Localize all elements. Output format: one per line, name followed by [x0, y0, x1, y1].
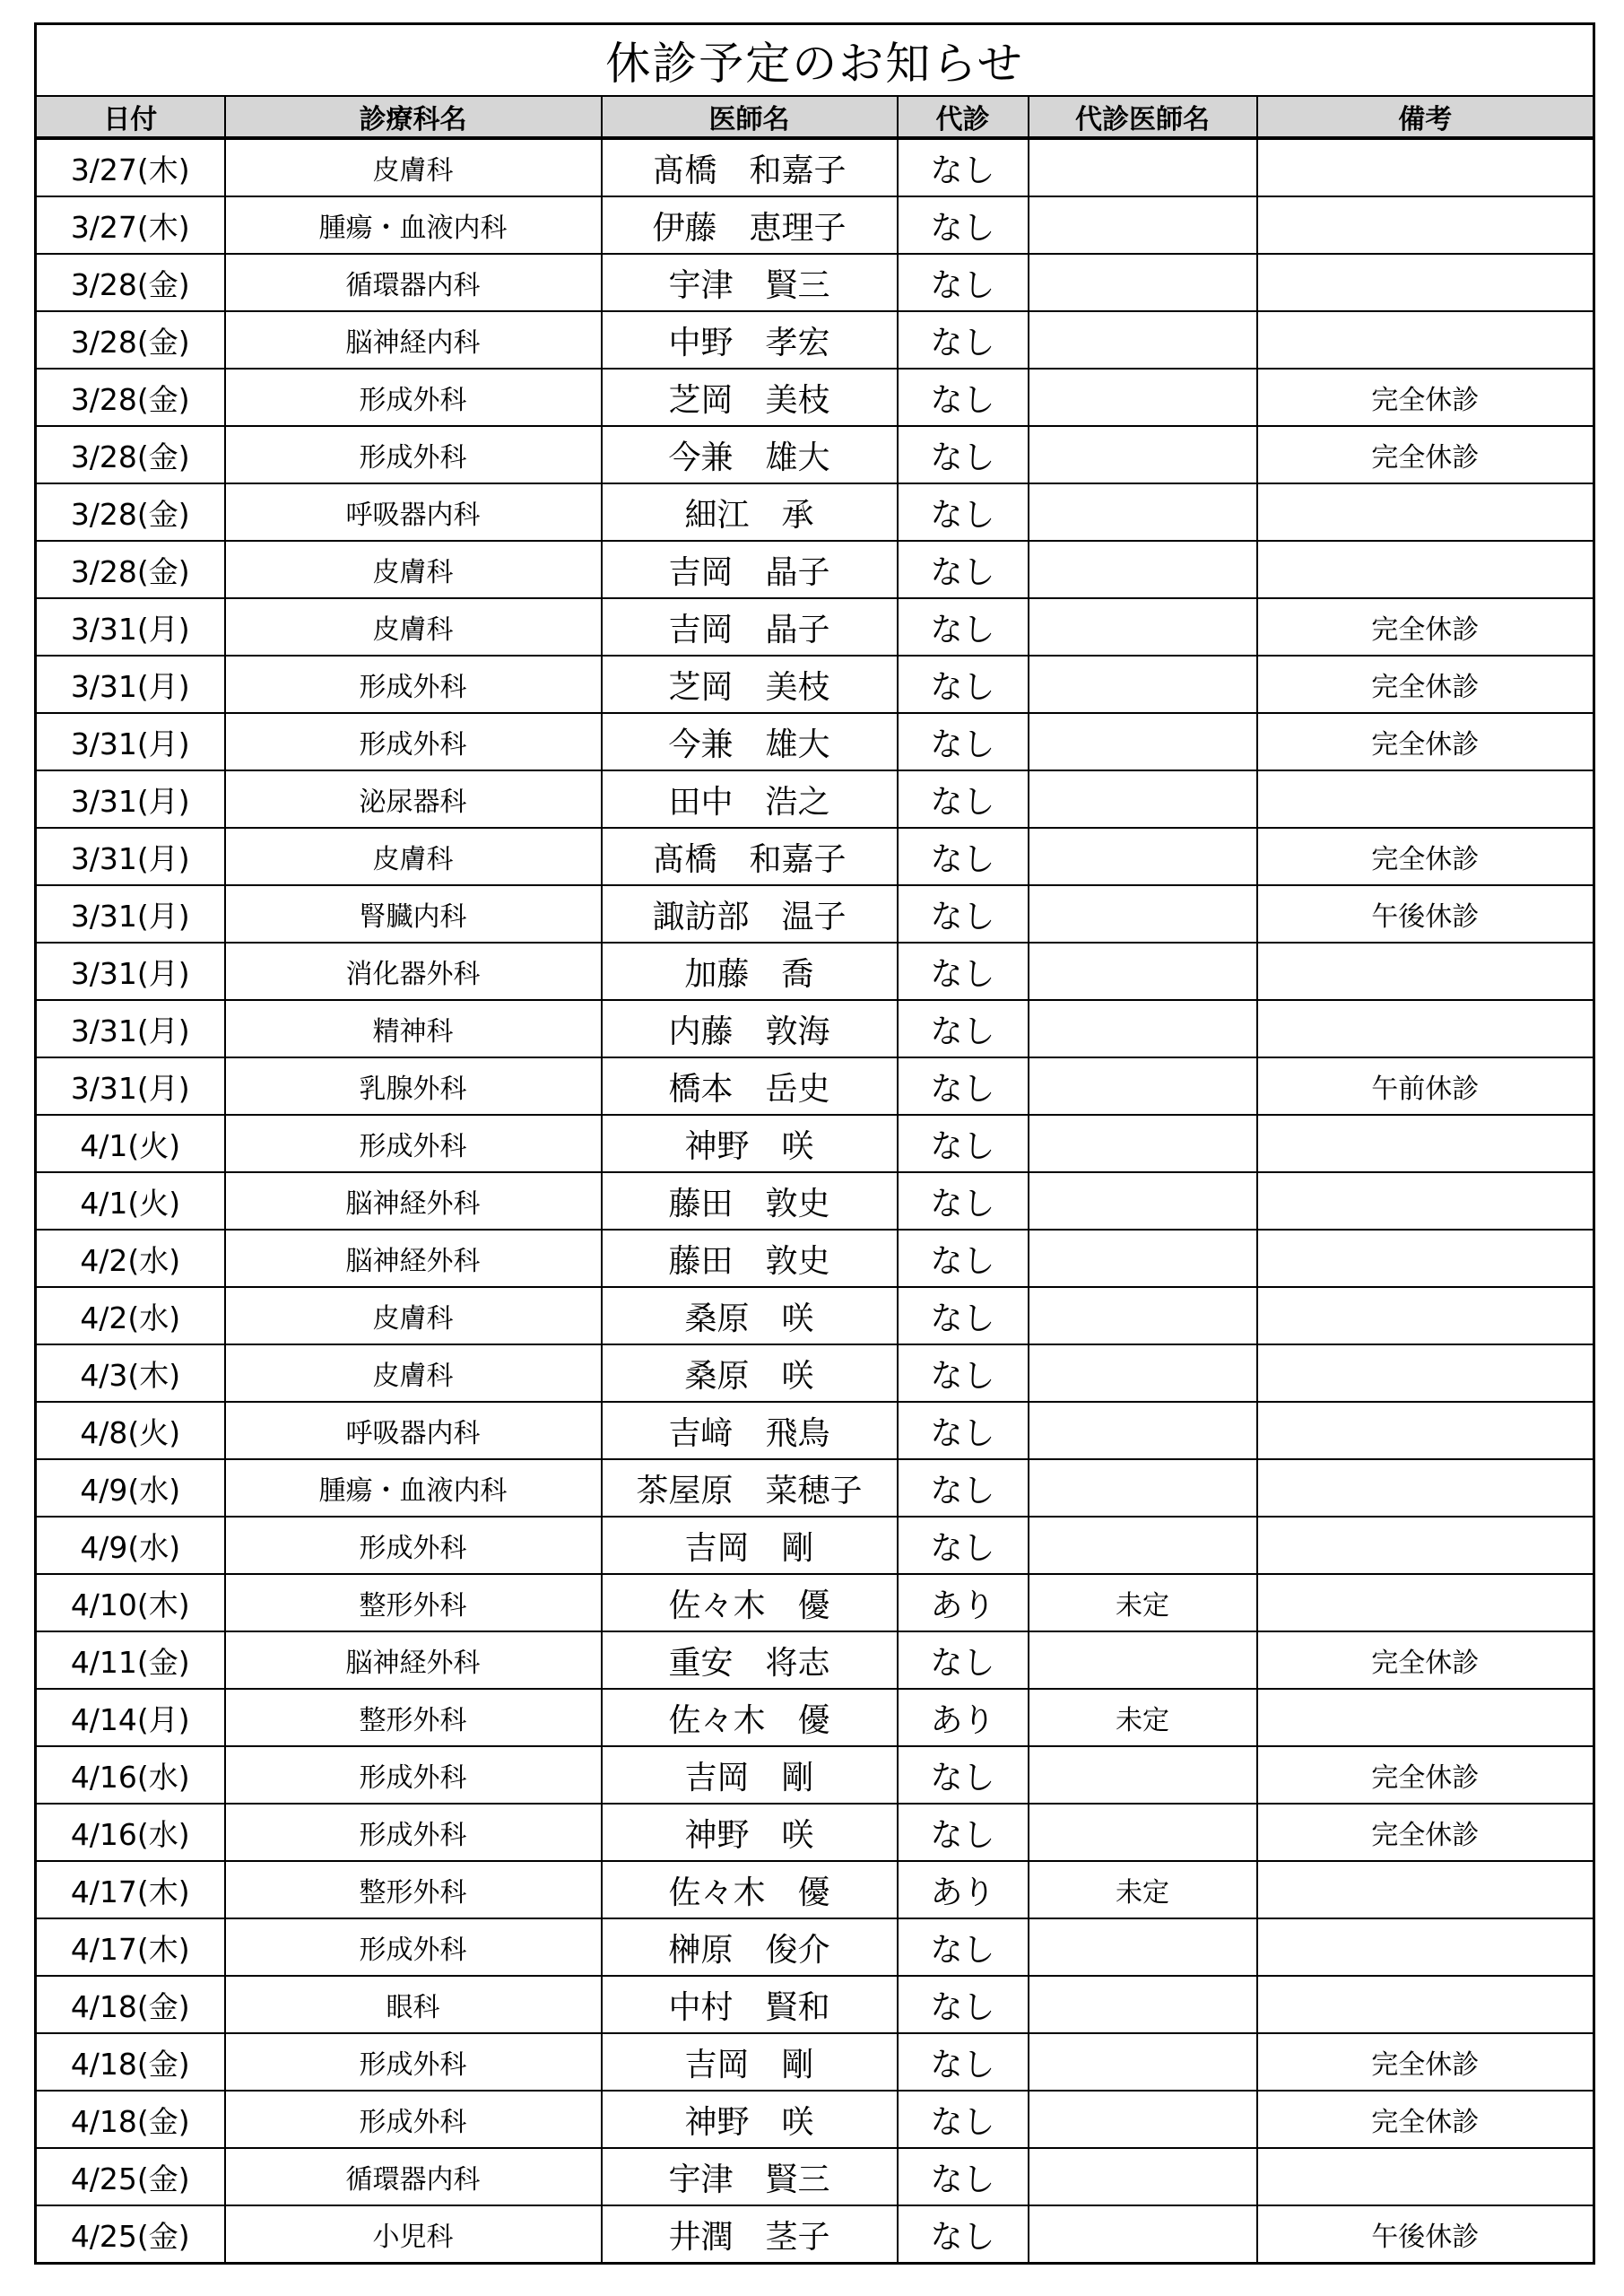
remarks-cell: [1257, 196, 1594, 254]
department-cell: 脳神経外科: [225, 1230, 602, 1287]
substitute-doctor-cell: [1029, 254, 1257, 311]
date-cell: 4/18(金): [36, 2091, 225, 2148]
remarks-cell: 完全休診: [1257, 598, 1594, 656]
table-row: [36, 1344, 1594, 1402]
remarks-cell: 完全休診: [1257, 1804, 1594, 1861]
remarks-cell: [1257, 1402, 1594, 1459]
remarks-cell: [1257, 1115, 1594, 1172]
date-cell: 3/28(金): [36, 483, 225, 541]
date-cell: 3/31(月): [36, 943, 225, 1000]
substitute-doctor-cell: [1029, 1804, 1257, 1861]
table-row: [36, 1746, 1594, 1804]
substitute-doctor-cell: [1029, 1057, 1257, 1115]
substitute-cell: なし: [898, 254, 1029, 311]
remarks-cell: 完全休診: [1257, 828, 1594, 885]
table-row: [36, 426, 1594, 483]
table-row: [36, 2148, 1594, 2205]
date-cell: 3/28(金): [36, 311, 225, 369]
substitute-cell: なし: [898, 1746, 1029, 1804]
schedule-sheet: [34, 22, 1593, 2265]
table-row: [36, 1115, 1594, 1172]
substitute-doctor-cell: [1029, 885, 1257, 943]
table-row: [36, 1057, 1594, 1115]
substitute-cell: なし: [898, 713, 1029, 770]
table-row: [36, 598, 1594, 656]
date-cell: 4/16(水): [36, 1746, 225, 1804]
substitute-doctor-cell: [1029, 1172, 1257, 1230]
substitute-doctor-cell: [1029, 1115, 1257, 1172]
remarks-cell: 完全休診: [1257, 369, 1594, 426]
table-row: [36, 1230, 1594, 1287]
substitute-doctor-cell: [1029, 369, 1257, 426]
substitute-cell: あり: [898, 1689, 1029, 1746]
date-cell: 3/31(月): [36, 713, 225, 770]
substitute-doctor-cell: 未定: [1029, 1574, 1257, 1631]
department-cell: 皮膚科: [225, 541, 602, 598]
date-cell: 4/25(金): [36, 2205, 225, 2264]
remarks-cell: [1257, 770, 1594, 828]
substitute-doctor-cell: [1029, 828, 1257, 885]
date-cell: 3/31(月): [36, 828, 225, 885]
remarks-cell: 完全休診: [1257, 426, 1594, 483]
date-cell: 4/17(木): [36, 1918, 225, 1976]
doctor-cell: 諏訪部 温子: [602, 885, 898, 943]
remarks-cell: [1257, 1689, 1594, 1746]
remarks-cell: [1257, 1344, 1594, 1402]
substitute-cell: なし: [898, 828, 1029, 885]
substitute-cell: なし: [898, 1918, 1029, 1976]
substitute-doctor-cell: [1029, 656, 1257, 713]
date-cell: 3/28(金): [36, 426, 225, 483]
remarks-cell: [1257, 1172, 1594, 1230]
remarks-cell: 午後休診: [1257, 2205, 1594, 2264]
substitute-cell: なし: [898, 1230, 1029, 1287]
page-title: 休診予定のお知らせ: [36, 24, 1594, 97]
doctor-cell: 桑原 咲: [602, 1344, 898, 1402]
remarks-cell: [1257, 1517, 1594, 1574]
substitute-cell: なし: [898, 2148, 1029, 2205]
column-header-substitute-doctor: 代診医師名: [1029, 96, 1257, 138]
substitute-doctor-cell: [1029, 1402, 1257, 1459]
table-row: [36, 369, 1594, 426]
department-cell: 泌尿器科: [225, 770, 602, 828]
substitute-cell: なし: [898, 1000, 1029, 1057]
table-row: [36, 1689, 1594, 1746]
table-row: [36, 311, 1594, 369]
remarks-cell: [1257, 1574, 1594, 1631]
substitute-cell: なし: [898, 138, 1029, 196]
date-cell: 4/9(水): [36, 1517, 225, 1574]
substitute-cell: なし: [898, 943, 1029, 1000]
substitute-cell: なし: [898, 483, 1029, 541]
doctor-cell: 宇津 賢三: [602, 2148, 898, 2205]
doctor-cell: 吉岡 晶子: [602, 541, 898, 598]
doctor-cell: 吉岡 剛: [602, 1746, 898, 1804]
table-row: [36, 541, 1594, 598]
substitute-doctor-cell: [1029, 1976, 1257, 2033]
date-cell: 3/31(月): [36, 1000, 225, 1057]
remarks-cell: 完全休診: [1257, 1746, 1594, 1804]
remarks-cell: 完全休診: [1257, 1631, 1594, 1689]
date-cell: 4/3(木): [36, 1344, 225, 1402]
remarks-cell: [1257, 2148, 1594, 2205]
column-header-doctor: 医師名: [602, 96, 898, 138]
doctor-cell: 佐々木 優: [602, 1861, 898, 1918]
department-cell: 呼吸器内科: [225, 1402, 602, 1459]
substitute-cell: あり: [898, 1861, 1029, 1918]
department-cell: 脳神経外科: [225, 1172, 602, 1230]
doctor-cell: 茶屋原 菜穂子: [602, 1459, 898, 1517]
doctor-cell: 芝岡 美枝: [602, 369, 898, 426]
doctor-cell: 中村 賢和: [602, 1976, 898, 2033]
department-cell: 形成外科: [225, 1517, 602, 1574]
substitute-cell: あり: [898, 1574, 1029, 1631]
date-cell: 3/31(月): [36, 770, 225, 828]
substitute-cell: なし: [898, 2091, 1029, 2148]
department-cell: 形成外科: [225, 1918, 602, 1976]
department-cell: 形成外科: [225, 1746, 602, 1804]
date-cell: 3/31(月): [36, 1057, 225, 1115]
substitute-doctor-cell: [1029, 541, 1257, 598]
remarks-cell: 完全休診: [1257, 2091, 1594, 2148]
substitute-cell: なし: [898, 1631, 1029, 1689]
remarks-cell: 午前休診: [1257, 1057, 1594, 1115]
doctor-cell: 吉岡 剛: [602, 2033, 898, 2091]
department-cell: 小児科: [225, 2205, 602, 2264]
department-cell: 形成外科: [225, 713, 602, 770]
department-cell: 形成外科: [225, 1804, 602, 1861]
table-row: [36, 656, 1594, 713]
table-row: [36, 483, 1594, 541]
substitute-doctor-cell: [1029, 311, 1257, 369]
doctor-cell: 髙橋 和嘉子: [602, 828, 898, 885]
remarks-cell: [1257, 483, 1594, 541]
department-cell: 眼科: [225, 1976, 602, 2033]
table-row: [36, 770, 1594, 828]
doctor-cell: 吉岡 剛: [602, 1517, 898, 1574]
remarks-cell: [1257, 1287, 1594, 1344]
remarks-cell: 完全休診: [1257, 2033, 1594, 2091]
doctor-cell: 今兼 雄大: [602, 426, 898, 483]
doctor-cell: 芝岡 美枝: [602, 656, 898, 713]
doctor-cell: 田中 浩之: [602, 770, 898, 828]
doctor-cell: 藤田 敦史: [602, 1230, 898, 1287]
department-cell: 整形外科: [225, 1574, 602, 1631]
table-row: [36, 2091, 1594, 2148]
table-row: [36, 1976, 1594, 2033]
department-cell: 循環器内科: [225, 2148, 602, 2205]
substitute-cell: なし: [898, 541, 1029, 598]
table-row: [36, 885, 1594, 943]
table-row: [36, 1861, 1594, 1918]
date-cell: 3/27(木): [36, 196, 225, 254]
substitute-doctor-cell: [1029, 2148, 1257, 2205]
substitute-doctor-cell: [1029, 1459, 1257, 1517]
department-cell: 形成外科: [225, 369, 602, 426]
doctor-cell: 重安 将志: [602, 1631, 898, 1689]
remarks-cell: [1257, 138, 1594, 196]
substitute-doctor-cell: [1029, 1517, 1257, 1574]
date-cell: 3/31(月): [36, 885, 225, 943]
table-row: [36, 713, 1594, 770]
substitute-doctor-cell: [1029, 1230, 1257, 1287]
table-row: [36, 1517, 1594, 1574]
remarks-cell: 完全休診: [1257, 656, 1594, 713]
doctor-cell: 榊原 俊介: [602, 1918, 898, 1976]
department-cell: 形成外科: [225, 656, 602, 713]
date-cell: 4/8(火): [36, 1402, 225, 1459]
schedule-rows: [36, 138, 1594, 2264]
doctor-cell: 内藤 敦海: [602, 1000, 898, 1057]
date-cell: 4/10(木): [36, 1574, 225, 1631]
date-cell: 4/1(火): [36, 1172, 225, 1230]
table-row: [36, 828, 1594, 885]
substitute-cell: なし: [898, 1976, 1029, 2033]
table-row: [36, 1804, 1594, 1861]
date-cell: 4/2(水): [36, 1287, 225, 1344]
doctor-cell: 神野 咲: [602, 1804, 898, 1861]
remarks-cell: [1257, 1459, 1594, 1517]
date-cell: 4/16(水): [36, 1804, 225, 1861]
substitute-cell: なし: [898, 1804, 1029, 1861]
substitute-cell: なし: [898, 426, 1029, 483]
remarks-cell: [1257, 943, 1594, 1000]
remarks-cell: [1257, 1000, 1594, 1057]
substitute-cell: なし: [898, 2033, 1029, 2091]
substitute-doctor-cell: [1029, 196, 1257, 254]
substitute-doctor-cell: [1029, 1000, 1257, 1057]
department-cell: 形成外科: [225, 426, 602, 483]
title-row: [36, 24, 1594, 97]
table-row: [36, 1000, 1594, 1057]
department-cell: 皮膚科: [225, 1344, 602, 1402]
date-cell: 4/1(火): [36, 1115, 225, 1172]
department-cell: 形成外科: [225, 2091, 602, 2148]
date-cell: 3/31(月): [36, 656, 225, 713]
doctor-cell: 佐々木 優: [602, 1574, 898, 1631]
department-cell: 皮膚科: [225, 828, 602, 885]
date-cell: 4/18(金): [36, 2033, 225, 2091]
substitute-doctor-cell: [1029, 2033, 1257, 2091]
substitute-doctor-cell: [1029, 943, 1257, 1000]
department-cell: 皮膚科: [225, 598, 602, 656]
department-cell: 精神科: [225, 1000, 602, 1057]
department-cell: 呼吸器内科: [225, 483, 602, 541]
doctor-cell: 橋本 岳史: [602, 1057, 898, 1115]
substitute-cell: なし: [898, 1287, 1029, 1344]
remarks-cell: [1257, 541, 1594, 598]
substitute-cell: なし: [898, 1172, 1029, 1230]
substitute-cell: なし: [898, 1115, 1029, 1172]
substitute-cell: なし: [898, 1459, 1029, 1517]
substitute-cell: なし: [898, 598, 1029, 656]
doctor-cell: 吉﨑 飛鳥: [602, 1402, 898, 1459]
table-row: [36, 1459, 1594, 1517]
department-cell: 腫瘍・血液内科: [225, 196, 602, 254]
remarks-cell: [1257, 1918, 1594, 1976]
doctor-cell: 佐々木 優: [602, 1689, 898, 1746]
date-cell: 3/28(金): [36, 541, 225, 598]
substitute-cell: なし: [898, 196, 1029, 254]
table-row: [36, 1172, 1594, 1230]
substitute-doctor-cell: [1029, 138, 1257, 196]
substitute-cell: なし: [898, 656, 1029, 713]
substitute-doctor-cell: [1029, 2205, 1257, 2264]
department-cell: 皮膚科: [225, 138, 602, 196]
substitute-cell: なし: [898, 1517, 1029, 1574]
remarks-cell: 午後休診: [1257, 885, 1594, 943]
department-cell: 整形外科: [225, 1861, 602, 1918]
substitute-cell: なし: [898, 369, 1029, 426]
remarks-cell: [1257, 1861, 1594, 1918]
department-cell: 消化器外科: [225, 943, 602, 1000]
table-row: [36, 1287, 1594, 1344]
substitute-doctor-cell: [1029, 426, 1257, 483]
date-cell: 3/28(金): [36, 369, 225, 426]
date-cell: 4/25(金): [36, 2148, 225, 2205]
substitute-cell: なし: [898, 2205, 1029, 2264]
doctor-cell: 今兼 雄大: [602, 713, 898, 770]
substitute-doctor-cell: [1029, 1631, 1257, 1689]
doctor-cell: 宇津 賢三: [602, 254, 898, 311]
table-row: [36, 943, 1594, 1000]
table-row: [36, 2205, 1594, 2264]
remarks-cell: 完全休診: [1257, 713, 1594, 770]
department-cell: 乳腺外科: [225, 1057, 602, 1115]
date-cell: 4/11(金): [36, 1631, 225, 1689]
substitute-doctor-cell: [1029, 1287, 1257, 1344]
header-row: [36, 96, 1594, 138]
substitute-doctor-cell: [1029, 598, 1257, 656]
date-cell: 3/28(金): [36, 254, 225, 311]
substitute-doctor-cell: 未定: [1029, 1861, 1257, 1918]
substitute-doctor-cell: [1029, 770, 1257, 828]
department-cell: 形成外科: [225, 1115, 602, 1172]
substitute-doctor-cell: [1029, 1746, 1257, 1804]
remarks-cell: [1257, 254, 1594, 311]
doctor-cell: 桑原 咲: [602, 1287, 898, 1344]
substitute-cell: なし: [898, 1057, 1029, 1115]
table-row: [36, 1918, 1594, 1976]
date-cell: 3/27(木): [36, 138, 225, 196]
substitute-doctor-cell: 未定: [1029, 1689, 1257, 1746]
doctor-cell: 伊藤 恵理子: [602, 196, 898, 254]
department-cell: 脳神経外科: [225, 1631, 602, 1689]
column-header-department: 診療科名: [225, 96, 602, 138]
table-row: [36, 138, 1594, 196]
date-cell: 4/9(水): [36, 1459, 225, 1517]
date-cell: 4/17(木): [36, 1861, 225, 1918]
substitute-cell: なし: [898, 770, 1029, 828]
remarks-cell: [1257, 1976, 1594, 2033]
column-header-substitute: 代診: [898, 96, 1029, 138]
doctor-cell: 髙橋 和嘉子: [602, 138, 898, 196]
department-cell: 腎臓内科: [225, 885, 602, 943]
department-cell: 整形外科: [225, 1689, 602, 1746]
department-cell: 皮膚科: [225, 1287, 602, 1344]
doctor-cell: 神野 咲: [602, 1115, 898, 1172]
remarks-cell: [1257, 311, 1594, 369]
doctor-cell: 神野 咲: [602, 2091, 898, 2148]
department-cell: 循環器内科: [225, 254, 602, 311]
closure-schedule-table: [34, 22, 1595, 2265]
column-header-remarks: 備考: [1257, 96, 1594, 138]
date-cell: 3/31(月): [36, 598, 225, 656]
date-cell: 4/2(水): [36, 1230, 225, 1287]
substitute-cell: なし: [898, 1402, 1029, 1459]
substitute-doctor-cell: [1029, 2091, 1257, 2148]
doctor-cell: 井潤 茎子: [602, 2205, 898, 2264]
substitute-doctor-cell: [1029, 713, 1257, 770]
date-cell: 4/14(月): [36, 1689, 225, 1746]
table-row: [36, 196, 1594, 254]
substitute-doctor-cell: [1029, 1344, 1257, 1402]
substitute-cell: なし: [898, 885, 1029, 943]
department-cell: 形成外科: [225, 2033, 602, 2091]
table-row: [36, 1574, 1594, 1631]
table-row: [36, 1402, 1594, 1459]
department-cell: 脳神経内科: [225, 311, 602, 369]
table-row: [36, 1631, 1594, 1689]
doctor-cell: 藤田 敦史: [602, 1172, 898, 1230]
doctor-cell: 加藤 喬: [602, 943, 898, 1000]
substitute-doctor-cell: [1029, 483, 1257, 541]
column-header-date: 日付: [36, 96, 225, 138]
doctor-cell: 吉岡 晶子: [602, 598, 898, 656]
date-cell: 4/18(金): [36, 1976, 225, 2033]
substitute-cell: なし: [898, 311, 1029, 369]
substitute-doctor-cell: [1029, 1918, 1257, 1976]
table-row: [36, 2033, 1594, 2091]
department-cell: 腫瘍・血液内科: [225, 1459, 602, 1517]
remarks-cell: [1257, 1230, 1594, 1287]
substitute-cell: なし: [898, 1344, 1029, 1402]
doctor-cell: 中野 孝宏: [602, 311, 898, 369]
table-row: [36, 254, 1594, 311]
doctor-cell: 細江 承: [602, 483, 898, 541]
